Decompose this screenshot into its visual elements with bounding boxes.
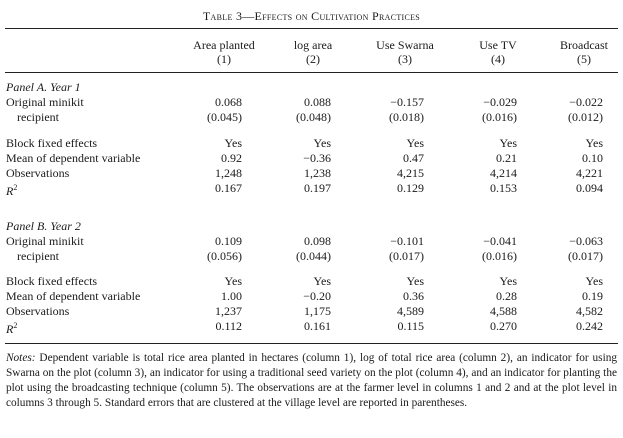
column-name: Use TV xyxy=(479,38,517,52)
panel-b-se-cell-3: (0.017) xyxy=(389,249,424,263)
panel-b-mean-cell-2: −0.20 xyxy=(303,289,331,303)
panel-a-obs-label: Observations xyxy=(6,166,70,180)
panel-b-coef-cell-4: −0.041 xyxy=(483,234,517,248)
panel-b-mean-cell-5: 0.19 xyxy=(582,289,603,303)
notes-text: Dependent variable is total rice area planted in hectares (column 1), log of total rice area (column 2), an indicator for using Swarna on the plot (column 3), an indicator for using a traditional seed variety on the plot (column 4), and an indicator for planting the plot using the broadcasting technique (column 5). The observations are at the farmer level in columns 1 and 2 and at the plot level in columns 3 through 5. Standard errors that are clustered at the village level are reported in parentheses. xyxy=(6,352,617,409)
panel-a-mean-cell-3: 0.47 xyxy=(403,151,424,165)
panel-a-r2-cell-5: 0.094 xyxy=(576,181,603,195)
panel-b-mean-label: Mean of dependent variable xyxy=(6,289,141,303)
panel-b-block-cell-4: Yes xyxy=(499,274,517,288)
panel-a-coef-cell-5: −0.022 xyxy=(569,95,603,109)
panel-a-mean-label: Mean of dependent variable xyxy=(6,151,141,165)
panel-a-coef-cell-3: −0.157 xyxy=(390,95,424,109)
r2-superscript: 2 xyxy=(13,321,18,330)
column-number: (5) xyxy=(577,52,591,66)
panel-b-r2-cell-5: 0.242 xyxy=(576,319,603,333)
panel-b-obs-cell-3: 4,589 xyxy=(397,304,424,318)
panel-a-obs-cell-2: 1,238 xyxy=(304,166,331,180)
panel-a-coef-cell-1: 0.068 xyxy=(215,95,242,109)
panel-b-obs-label: Observations xyxy=(6,304,70,318)
panel-b-obs-cell-1: 1,237 xyxy=(215,304,242,318)
panel-a-recipient-label: recipient xyxy=(17,110,59,124)
column-header-1 xyxy=(181,38,267,66)
panel-b-mean-cell-4: 0.28 xyxy=(496,289,517,303)
panel-a-obs-cell-1: 1,248 xyxy=(215,166,242,180)
r2-letter: R xyxy=(6,322,14,336)
column-name: Broadcast xyxy=(560,38,608,52)
panel-b-minikit-label: Original minikit xyxy=(6,234,84,248)
r2-letter: R xyxy=(6,184,14,198)
panel-a-mean-cell-5: 0.10 xyxy=(582,151,603,165)
panel-a-se-cell-4: (0.016) xyxy=(482,110,517,124)
panel-b-block-cell-3: Yes xyxy=(406,274,424,288)
panel-a-minikit-label: Original minikit xyxy=(6,95,84,109)
panel-a-heading xyxy=(6,80,81,94)
panel-b-coef-cell-5: −0.063 xyxy=(569,234,603,248)
panel-b-obs-cell-4: 4,588 xyxy=(490,304,517,318)
panel-b-block-cell-1: Yes xyxy=(224,274,242,288)
panel-a-r2-cell-1: 0.167 xyxy=(215,181,242,195)
panel-b-r2-cell-4: 0.270 xyxy=(490,319,517,333)
column-number: (2) xyxy=(306,52,320,66)
column-number: (4) xyxy=(491,52,505,66)
panel-b-block-cell-2: Yes xyxy=(313,274,331,288)
notes-lead: Notes: xyxy=(6,352,36,364)
column-header-2 xyxy=(270,38,356,66)
column-name: Area planted xyxy=(193,38,255,52)
panel-a-se-cell-5: (0.012) xyxy=(568,110,603,124)
panel-a-r2-cell-4: 0.153 xyxy=(490,181,517,195)
panel-a-mean-cell-2: −0.36 xyxy=(303,151,331,165)
panel-b-r2-label xyxy=(6,319,17,336)
panel-a-r2-cell-2: 0.197 xyxy=(304,181,331,195)
panel-a-obs-cell-5: 4,221 xyxy=(576,166,603,180)
table-title: Table 3—Effects on Cultivation Practices xyxy=(202,9,421,23)
column-header-4 xyxy=(455,38,541,66)
panel-b-recipient-label: recipient xyxy=(17,249,59,263)
panel-b-se-cell-4: (0.016) xyxy=(482,249,517,263)
panel-a-block-cell-5: Yes xyxy=(585,136,603,150)
panel-b-mean-cell-1: 1.00 xyxy=(221,289,242,303)
panel-a-r2-label xyxy=(6,181,17,198)
panel-a-block-cell-4: Yes xyxy=(499,136,517,150)
panel-b-coef-cell-3: −0.101 xyxy=(390,234,424,248)
panel-b-coef-cell-2: 0.098 xyxy=(304,234,331,248)
panel-b-heading-text: Panel B. Year 2 xyxy=(6,219,81,233)
panel-a-mean-cell-4: 0.21 xyxy=(496,151,517,165)
panel-a-r2-cell-3: 0.129 xyxy=(397,181,424,195)
panel-b-r2-cell-2: 0.161 xyxy=(304,319,331,333)
panel-a-obs-cell-4: 4,214 xyxy=(490,166,517,180)
panel-b-coef-cell-1: 0.109 xyxy=(215,234,242,248)
column-header-5 xyxy=(541,38,623,66)
panel-b-se-cell-1: (0.056) xyxy=(207,249,242,263)
panel-b-heading xyxy=(6,219,81,233)
panel-b-se-cell-2: (0.044) xyxy=(296,249,331,263)
panel-a-se-cell-2: (0.048) xyxy=(296,110,331,124)
column-name: log area xyxy=(293,38,333,52)
column-number: (1) xyxy=(217,52,231,66)
panel-a-coef-cell-2: 0.088 xyxy=(304,95,331,109)
panel-a-obs-cell-3: 4,215 xyxy=(397,166,424,180)
bottom-rule xyxy=(5,343,618,344)
table-notes xyxy=(6,351,617,411)
panel-a-heading-text: Panel A. Year 1 xyxy=(6,80,81,94)
panel-a-block-cell-1: Yes xyxy=(224,136,242,150)
column-header-3 xyxy=(362,38,448,66)
panel-a-mean-cell-1: 0.92 xyxy=(221,151,242,165)
panel-b-block-cell-5: Yes xyxy=(585,274,603,288)
panel-b-obs-cell-5: 4,582 xyxy=(576,304,603,318)
panel-b-r2-cell-3: 0.115 xyxy=(397,319,424,333)
panel-a-block-label: Block fixed effects xyxy=(6,136,98,150)
panel-b-obs-cell-2: 1,175 xyxy=(304,304,331,318)
top-rule xyxy=(5,28,618,29)
column-name: Use Swarna xyxy=(376,38,434,52)
panel-a-block-cell-3: Yes xyxy=(406,136,424,150)
header-rule xyxy=(5,72,618,73)
r2-superscript: 2 xyxy=(13,183,18,192)
panel-b-mean-cell-3: 0.36 xyxy=(403,289,424,303)
panel-a-se-cell-3: (0.018) xyxy=(389,110,424,124)
panel-a-block-cell-2: Yes xyxy=(313,136,331,150)
panel-a-coef-cell-4: −0.029 xyxy=(483,95,517,109)
column-number: (3) xyxy=(398,52,412,66)
panel-b-block-label: Block fixed effects xyxy=(6,274,98,288)
panel-a-se-cell-1: (0.045) xyxy=(207,110,242,124)
panel-b-r2-cell-1: 0.112 xyxy=(215,319,242,333)
panel-b-se-cell-5: (0.017) xyxy=(568,249,603,263)
